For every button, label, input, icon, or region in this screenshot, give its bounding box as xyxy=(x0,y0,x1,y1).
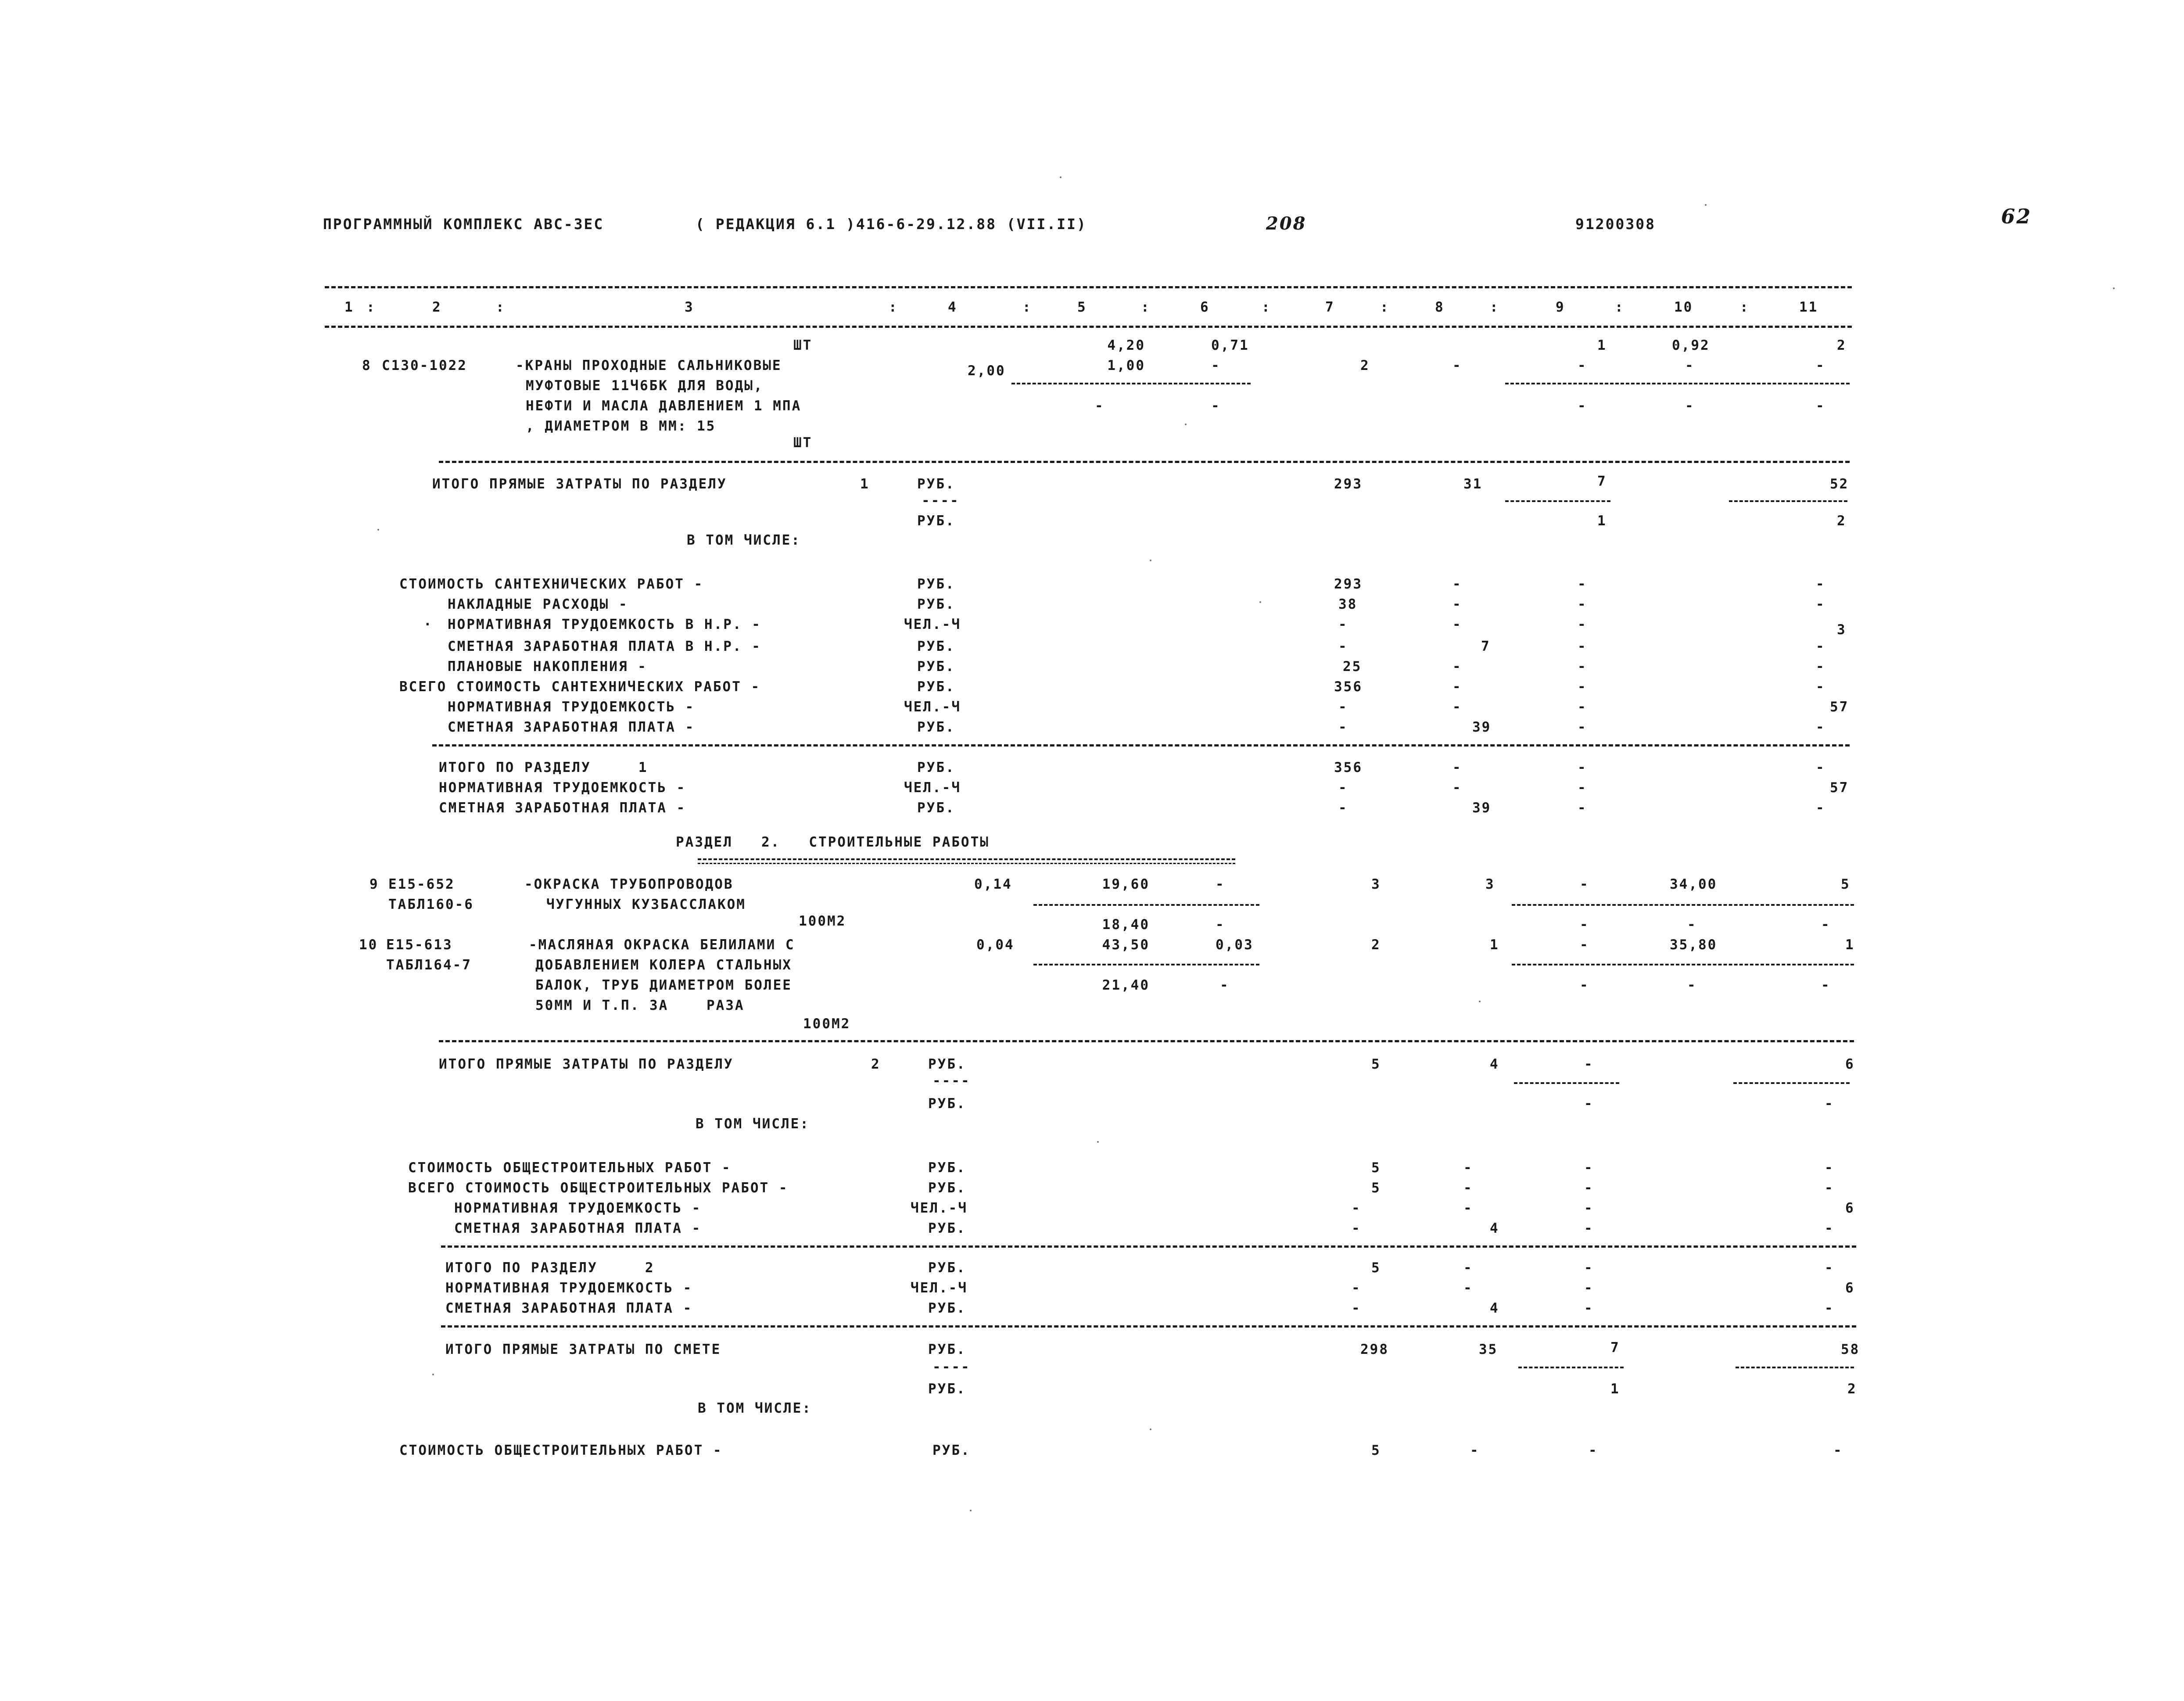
title-underline xyxy=(698,858,1235,860)
cell-c7: 2 xyxy=(1371,937,1381,953)
cell-c9: - xyxy=(1589,1443,1598,1458)
cell-c11: - xyxy=(1816,576,1825,592)
row-unit: ЧЕЛ.-Ч xyxy=(911,1200,968,1216)
cell-c9: - xyxy=(1584,1056,1594,1072)
cell-c7: - xyxy=(1352,1280,1361,1296)
cell-c8: 7 xyxy=(1481,639,1491,654)
cell-c9: - xyxy=(1578,596,1587,612)
cell-c7: - xyxy=(1338,699,1348,715)
section-number: 2 xyxy=(871,1056,881,1072)
cell-c11: - xyxy=(1825,1160,1834,1176)
section-divider xyxy=(439,1040,1854,1042)
row-label: НОРМАТИВНАЯ ТРУДОЕМКОСТЬ - xyxy=(448,699,695,715)
scan-speck xyxy=(432,1374,434,1375)
cell-c7: - xyxy=(1338,719,1348,735)
row-label: СМЕТНАЯ ЗАРАБОТНАЯ ПЛАТА - xyxy=(448,719,695,735)
cell-c11: 6 xyxy=(1845,1056,1855,1072)
cell-c10: - xyxy=(1687,977,1697,993)
cell-c7: 5 xyxy=(1371,1180,1381,1196)
cell-c9: 1 xyxy=(1610,1381,1620,1397)
col-header-8: 8 xyxy=(1435,299,1445,315)
row-label: ПЛАНОВЫЕ НАКОПЛЕНИЯ - xyxy=(448,659,647,675)
cell-c11: 57 xyxy=(1830,699,1849,715)
item-code: С130-1022 xyxy=(382,358,467,373)
scan-speck xyxy=(1259,601,1261,603)
unit-label: 100М2 xyxy=(803,1016,851,1032)
row-unit: РУБ. xyxy=(917,576,955,592)
section-divider xyxy=(441,1325,1856,1328)
cell-c6: - xyxy=(1216,876,1225,892)
cell-c9: - xyxy=(1578,699,1587,715)
cell-c7: - xyxy=(1352,1220,1361,1236)
item-number: 9 xyxy=(369,876,379,892)
row-label: СМЕТНАЯ ЗАРАБОТНАЯ ПЛАТА - xyxy=(439,800,686,816)
cell-c8: - xyxy=(1463,1260,1473,1276)
scan-speck xyxy=(1060,176,1062,178)
item-table-ref: ТАБЛ160-6 xyxy=(388,897,474,912)
cell-c11: - xyxy=(1821,917,1831,933)
cell-c11: - xyxy=(1821,977,1831,993)
cell-c9: - xyxy=(1580,876,1589,892)
cell-c11: 2 xyxy=(1837,513,1847,529)
cell-c9: - xyxy=(1584,1260,1594,1276)
row-label: НОРМАТИВНАЯ ТРУДОЕМКОСТЬ - xyxy=(445,1280,693,1296)
cell-c9: - xyxy=(1584,1200,1594,1216)
cell-c5: - xyxy=(1095,398,1105,414)
cell-c9: - xyxy=(1584,1096,1594,1112)
cell-c11: - xyxy=(1825,1220,1834,1236)
cell-c7: 5 xyxy=(1371,1056,1381,1072)
cell-c9: - xyxy=(1578,800,1587,816)
row-label: НОРМАТИВНАЯ ТРУДОЕМКОСТЬ В Н.Р. - xyxy=(448,617,761,632)
cell-c7: 5 xyxy=(1371,1260,1381,1276)
cell-c11: 52 xyxy=(1830,476,1849,492)
cell-c11: - xyxy=(1816,679,1825,695)
cell-c7: 356 xyxy=(1334,679,1363,695)
cell-quantity: 0,04 xyxy=(976,937,1015,953)
program-name: ПРОГРАММНЫЙ КОМПЛЕКС АВС-3ЕС xyxy=(323,215,604,233)
item-table-ref: ТАБЛ164-7 xyxy=(386,957,472,973)
cell-c8: - xyxy=(1452,617,1462,632)
item-description: ЧУГУННЫХ КУЗБАССЛАКОМ xyxy=(546,897,746,912)
row-label: ИТОГО ПО РАЗДЕЛУ 2 xyxy=(445,1260,655,1276)
cell-c10: - xyxy=(1687,917,1697,933)
row-unit: РУБ. xyxy=(932,1443,971,1458)
cell-c8: 4 xyxy=(1490,1220,1499,1236)
cell-c8: - xyxy=(1463,1180,1473,1196)
cell-c10: - xyxy=(1685,398,1695,414)
page-number: 208 xyxy=(1266,213,1307,234)
cell-c9: - xyxy=(1578,576,1587,592)
cell-c9: - xyxy=(1580,917,1589,933)
unit-label: 100М2 xyxy=(799,913,846,929)
col-header-2: 2 xyxy=(432,299,442,315)
row-label: ИТОГО ПО РАЗДЕЛУ 1 xyxy=(439,760,648,775)
cell-c9: - xyxy=(1578,780,1587,796)
cell-c9: - xyxy=(1580,937,1589,953)
unit: РУБ. xyxy=(928,1056,966,1072)
cell-c9: 1 xyxy=(1597,513,1607,529)
cell-c9: - xyxy=(1584,1220,1594,1236)
item-description: , ДИАМЕТРОМ В ММ: 15 xyxy=(526,418,716,434)
unit: РУБ. xyxy=(917,476,955,492)
unit-separator: ---- xyxy=(932,1073,971,1089)
scan-speck xyxy=(377,529,379,531)
cell-c7: - xyxy=(1352,1200,1361,1216)
cell-c8: - xyxy=(1452,659,1462,675)
row-unit: РУБ. xyxy=(928,1220,966,1236)
row-unit: ЧЕЛ.-Ч xyxy=(911,1280,968,1296)
header-rule-bottom xyxy=(325,326,1852,328)
section-divider xyxy=(439,461,1850,463)
col-header-7: 7 xyxy=(1325,299,1335,315)
item-description: -МАСЛЯНАЯ ОКРАСКА БЕЛИЛАМИ С xyxy=(529,937,795,953)
row-unit: РУБ. xyxy=(917,596,955,612)
cell-c11: 5 xyxy=(1841,876,1850,892)
item-number: 10 xyxy=(359,937,378,953)
cell-c7: 356 xyxy=(1334,760,1363,775)
scan-speck xyxy=(2113,287,2115,289)
unit-separator: ---- xyxy=(932,1359,971,1375)
edition-info: ( РЕДАКЦИЯ 6.1 )416-6-29.12.88 (VII.II) xyxy=(696,215,1087,233)
cell-c7: 293 xyxy=(1334,576,1363,592)
cell-c6: 0,71 xyxy=(1211,337,1249,353)
cell-c5: 18,40 xyxy=(1102,917,1150,933)
col-header-4: 4 xyxy=(948,299,958,315)
row-unit: ЧЕЛ.-Ч xyxy=(904,617,961,632)
item-description: -ОКРАСКА ТРУБОПРОВОДОВ xyxy=(524,876,734,892)
item-description: БАЛОК, ТРУБ ДИАМЕТРОМ БОЛЕЕ xyxy=(535,977,792,993)
cell-c5: 4,20 xyxy=(1107,337,1145,353)
cell-c7: - xyxy=(1338,800,1348,816)
item-code: Е15-613 xyxy=(386,937,453,953)
item-description: -КРАНЫ ПРОХОДНЫЕ САЛЬНИКОВЫЕ xyxy=(516,358,782,373)
cell-c9: - xyxy=(1578,617,1587,632)
scan-speck xyxy=(1185,423,1187,425)
cell-c11: 1 xyxy=(1845,937,1855,953)
cell-c9: 7 xyxy=(1597,474,1607,489)
cell-c9: - xyxy=(1584,1280,1594,1296)
cell-c11: 2 xyxy=(1847,1381,1857,1397)
cell-c8: - xyxy=(1452,358,1462,373)
cell-c9: - xyxy=(1578,659,1587,675)
cell-c9: 1 xyxy=(1597,337,1607,353)
item-description: 50ММ И Т.П. ЗА РАЗА xyxy=(535,998,745,1013)
cell-c9: - xyxy=(1584,1160,1594,1176)
row-unit: РУБ. xyxy=(917,800,955,816)
cell-c5: 1,00 xyxy=(1107,358,1145,373)
row-unit: ЧЕЛ.-Ч xyxy=(904,699,961,715)
row-unit: РУБ. xyxy=(917,679,955,695)
row-unit: ЧЕЛ.-Ч xyxy=(904,780,961,796)
scan-speck xyxy=(1150,1428,1151,1430)
scan-speck xyxy=(1479,1001,1481,1002)
row-unit: РУБ. xyxy=(928,1180,966,1196)
cell-c10: 0,92 xyxy=(1672,337,1710,353)
scan-speck xyxy=(970,1510,972,1511)
section-number: 1 xyxy=(860,476,870,492)
cell-c6: - xyxy=(1216,917,1225,933)
direct-costs-label: ИТОГО ПРЯМЫЕ ЗАТРАТЫ ПО РАЗДЕЛУ xyxy=(439,1056,734,1072)
row-label: СТОИМОСТЬ ОБЩЕСТРОИТЕЛЬНЫХ РАБОТ - xyxy=(399,1443,723,1458)
scan-speck xyxy=(1097,1141,1099,1143)
col-header-3: 3 xyxy=(685,299,694,315)
cell-c8: 31 xyxy=(1463,476,1483,492)
cell-c7: 3 xyxy=(1371,876,1381,892)
cell-c11: - xyxy=(1816,800,1825,816)
cell-c9: - xyxy=(1584,1180,1594,1196)
col-header-9: 9 xyxy=(1556,299,1565,315)
unit-label: ШТ xyxy=(793,435,813,451)
cell-c8: 39 xyxy=(1472,800,1492,816)
row-label: СМЕТНАЯ ЗАРАБОТНАЯ ПЛАТА - xyxy=(454,1220,702,1236)
handwritten-sheet-number: 62 xyxy=(2001,205,2032,228)
col-header-6: 6 xyxy=(1200,299,1210,315)
unit: РУБ. xyxy=(928,1096,966,1112)
cell-c8: 3 xyxy=(1485,876,1495,892)
row-unit: РУБ. xyxy=(928,1300,966,1316)
cell-c7: 38 xyxy=(1338,596,1358,612)
cell-c11: - xyxy=(1825,1096,1834,1112)
row-label: НОРМАТИВНАЯ ТРУДОЕМКОСТЬ - xyxy=(439,780,686,796)
unit-label: ШТ xyxy=(793,337,813,353)
cell-c7: 5 xyxy=(1371,1160,1381,1176)
cell-quantity: 2,00 xyxy=(968,363,1006,379)
header-rule-top xyxy=(325,286,1852,288)
cell-c11: 58 xyxy=(1841,1342,1860,1357)
cell-c10: 35,80 xyxy=(1670,937,1718,953)
cell-c9: - xyxy=(1580,977,1589,993)
scan-speck xyxy=(1150,560,1151,561)
item-number: 8 xyxy=(362,358,372,373)
section-title: РАЗДЕЛ 2. СТРОИТЕЛЬНЫЕ РАБОТЫ xyxy=(676,834,990,850)
col-header-5: 5 xyxy=(1077,299,1087,315)
cell-c8: - xyxy=(1452,760,1462,775)
cell-c8: - xyxy=(1452,576,1462,592)
cell-c6: - xyxy=(1220,977,1230,993)
cell-c11: 57 xyxy=(1830,780,1849,796)
cell-c8: - xyxy=(1452,596,1462,612)
section-divider xyxy=(441,1245,1856,1248)
cell-c11: - xyxy=(1816,760,1825,775)
cell-c6: - xyxy=(1211,358,1221,373)
row-label: ВСЕГО СТОИМОСТЬ САНТЕХНИЧЕСКИХ РАБОТ - xyxy=(399,679,761,695)
cell-c9: - xyxy=(1578,719,1587,735)
including-heading: В ТОМ ЧИСЛЕ: xyxy=(687,532,801,548)
cell-c7: - xyxy=(1338,617,1348,632)
cell-c7: 2 xyxy=(1360,358,1370,373)
cell-c9: - xyxy=(1584,1300,1594,1316)
scan-speck xyxy=(1705,204,1707,206)
cell-c9: - xyxy=(1578,358,1587,373)
row-unit: РУБ. xyxy=(928,1160,966,1176)
unit: РУБ. xyxy=(928,1381,966,1397)
direct-costs-label: ИТОГО ПРЯМЫЕ ЗАТРАТЫ ПО СМЕТЕ xyxy=(445,1342,721,1357)
unit: РУБ. xyxy=(917,513,955,529)
cell-c8: 39 xyxy=(1472,719,1492,735)
direct-costs-label: ИТОГО ПРЯМЫЕ ЗАТРАТЫ ПО РАЗДЕЛУ xyxy=(432,476,727,492)
cell-c5: 19,60 xyxy=(1102,876,1150,892)
cell-c11: - xyxy=(1825,1180,1834,1196)
row-unit: РУБ. xyxy=(917,659,955,675)
cell-c9: - xyxy=(1578,639,1587,654)
cell-c6: - xyxy=(1211,398,1221,414)
cell-c11: - xyxy=(1825,1260,1834,1276)
including-heading: В ТОМ ЧИСЛЕ: xyxy=(698,1400,812,1416)
row-label: ВСЕГО СТОИМОСТЬ ОБЩЕСТРОИТЕЛЬНЫХ РАБОТ - xyxy=(408,1180,789,1196)
cell-c8: - xyxy=(1452,699,1462,715)
item-description: МУФТОВЫЕ 11Ч6БК ДЛЯ ВОДЫ, xyxy=(526,378,764,394)
cell-c11: - xyxy=(1825,1300,1834,1316)
row-unit: РУБ. xyxy=(917,639,955,654)
cell-c8: - xyxy=(1463,1160,1473,1176)
row-label: НОРМАТИВНАЯ ТРУДОЕМКОСТЬ - xyxy=(454,1200,702,1216)
cell-c8: - xyxy=(1463,1280,1473,1296)
cell-c8: 35 xyxy=(1479,1342,1498,1357)
cell-c7: - xyxy=(1338,780,1348,796)
cell-c8: 1 xyxy=(1490,937,1499,953)
cell-c11: - xyxy=(1833,1443,1843,1458)
cell-c10: 34,00 xyxy=(1670,876,1718,892)
cell-c8: - xyxy=(1452,780,1462,796)
row-label: СТОИМОСТЬ ОБЩЕСТРОИТЕЛЬНЫХ РАБОТ - xyxy=(408,1160,732,1176)
col-header-10: 10 xyxy=(1674,299,1693,315)
cell-c9: 7 xyxy=(1610,1340,1620,1356)
cell-c11: - xyxy=(1816,398,1825,414)
item-description: ДОБАВЛЕНИЕМ КОЛЕРА СТАЛЬНЫХ xyxy=(535,957,792,973)
cell-c5: 21,40 xyxy=(1102,977,1150,993)
cell-c8: - xyxy=(1463,1200,1473,1216)
cell-c10: - xyxy=(1685,358,1695,373)
cell-c5: 43,50 xyxy=(1102,937,1150,953)
cell-c8: - xyxy=(1470,1443,1480,1458)
item-description: НЕФТИ И МАСЛА ДАВЛЕНИЕМ 1 МПА xyxy=(526,398,802,414)
cell-c11: - xyxy=(1816,596,1825,612)
cell-c8: - xyxy=(1452,679,1462,695)
item-code: Е15-652 xyxy=(388,876,455,892)
cell-c8: 4 xyxy=(1490,1300,1499,1316)
cell-c11: - xyxy=(1816,358,1825,373)
unit-separator: ---- xyxy=(922,493,960,509)
unit: РУБ. xyxy=(928,1342,966,1357)
cell-c7: - xyxy=(1352,1300,1361,1316)
row-unit: РУБ. xyxy=(917,760,955,775)
row-label: СМЕТНАЯ ЗАРАБОТНАЯ ПЛАТА В Н.Р. - xyxy=(448,639,761,654)
col-header-11: 11 xyxy=(1799,299,1818,315)
cell-c7: 298 xyxy=(1360,1342,1389,1357)
cell-c11: - xyxy=(1816,719,1825,735)
cell-c6: 0,03 xyxy=(1216,937,1254,953)
cell-c11: - xyxy=(1816,639,1825,654)
col-header-1: 1 xyxy=(344,299,354,315)
cell-c11: 3 xyxy=(1837,622,1847,638)
cell-c7: - xyxy=(1338,639,1348,654)
cell-c11: 6 xyxy=(1845,1200,1855,1216)
row-label: СТОИМОСТЬ САНТЕХНИЧЕСКИХ РАБОТ - xyxy=(399,576,704,592)
cell-c7: 5 xyxy=(1371,1443,1381,1458)
cell-c8: 4 xyxy=(1490,1056,1499,1072)
cell-c9: - xyxy=(1578,760,1587,775)
cell-c7: 25 xyxy=(1343,659,1362,675)
including-heading: В ТОМ ЧИСЛЕ: xyxy=(696,1116,810,1132)
section-divider xyxy=(432,744,1850,746)
cell-quantity: 0,14 xyxy=(974,876,1012,892)
cell-c11: 2 xyxy=(1837,337,1847,353)
row-unit: РУБ. xyxy=(928,1260,966,1276)
row-label: СМЕТНАЯ ЗАРАБОТНАЯ ПЛАТА - xyxy=(445,1300,693,1316)
cell-c9: - xyxy=(1578,398,1587,414)
row-unit: РУБ. xyxy=(917,719,955,735)
document-code: 91200308 xyxy=(1575,215,1656,233)
cell-c11: - xyxy=(1816,659,1825,675)
cell-c11: 6 xyxy=(1845,1280,1855,1296)
cell-c7: 293 xyxy=(1334,476,1363,492)
row-label: НАКЛАДНЫЕ РАСХОДЫ - xyxy=(448,596,628,612)
cell-c9: - xyxy=(1578,679,1587,695)
